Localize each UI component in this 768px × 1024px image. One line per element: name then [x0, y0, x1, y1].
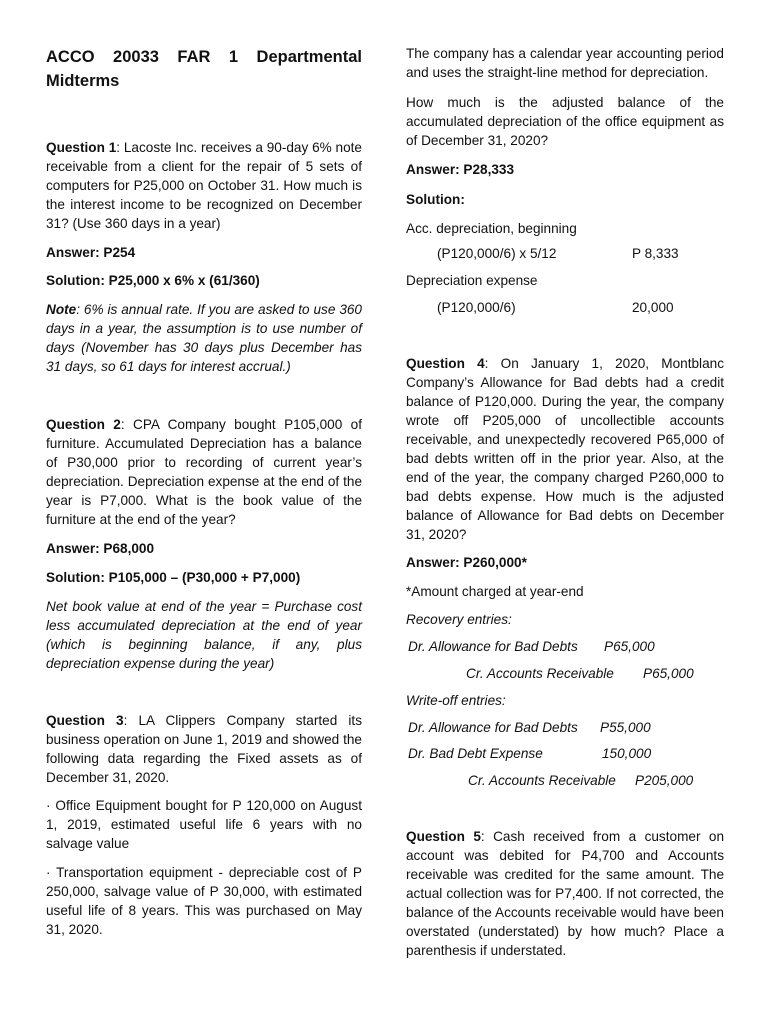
question-4-footnote: *Amount charged at year-end	[406, 584, 584, 599]
question-2-text: Question 2: CPA Company bought P105,000 of furniture. Accumulated Depreciation has a balance of P30,000 prior to recording of current year’s depreciation. Depreciation expense at the end of the year is P7,000. What is the book value of the furniture at the end of the year?	[46, 417, 363, 527]
writeoff-debit-expense-account: Dr. Bad Debt Expense	[408, 746, 543, 761]
question-3-bullet-2: · Transportation equipment - depreciable cost of P 250,000, salvage value of P 30,000, with estimated useful life of 8 years. This was purchased on May 31, 2020.	[46, 865, 362, 937]
question-1-solution: Solution: P25,000 x 6% x (61/360)	[46, 273, 260, 288]
writeoff-debit-allowance-amount: P55,000	[600, 720, 651, 735]
note-label: Note	[46, 302, 77, 317]
solution-line-2-calc: (P120,000/6)	[437, 300, 516, 315]
writeoff-debit-allowance-account: Dr. Allowance for Bad Debts	[408, 720, 578, 735]
question-4-text: Question 4: On January 1, 2020, Montblanc Company’s Allowance for Bad debts had a credit balance of P120,000. During the year, the company wrote off P205,000 of uncollectible accounts receivable, and unexpectedly recovered P65,000 of bad debts written off in the prior year. Also, at the end of the year, the company charged P260,000 to bad debts expense. How much is the adjusted balance of Allowance for Bad debts on December 31, 2020?	[406, 356, 724, 542]
title-line-1: ACCO 20033 FAR 1 Departmental	[46, 48, 362, 66]
solution-line-1-calc: (P120,000/6) x 5/12	[437, 246, 557, 261]
solution-line-2-label: Depreciation expense	[406, 273, 538, 288]
recovery-debit-account: Dr. Allowance for Bad Debts	[408, 639, 578, 654]
solution-line-2-amount: 20,000	[632, 300, 674, 315]
writeoff-debit-expense-amount: 150,000	[602, 746, 652, 761]
question-5-text: Question 5: Cash received from a customer on account was debited for P4,700 and Accounts receivable was credited for the same amount. The actual collection was for P7,400. If not corrected, the balance of the Accounts receivable would have been overstated (understated) by how much? Place a parenthesis if understated.	[406, 829, 725, 958]
question-4-label: Question 4	[406, 356, 485, 371]
question-2-answer: Answer: P68,000	[46, 541, 155, 556]
question-1-label: Question 1	[46, 140, 117, 155]
question-3-bullet-1: · Office Equipment bought for P 120,000 on August 1, 2019, estimated useful life 6 years with no salvage value	[46, 798, 362, 851]
question-1-note: Note: 6% is annual rate. If you are asked to use 360 days in a year, the assumption is to use number of days (November has 30 days plus December has 31 days, so 61 days for interest accrual.)	[46, 302, 362, 374]
question-3-text: Question 3: LA Clippers Company started its business operation on June 1, 2019 and showed the following data regarding the Fixed assets as of December 31, 2020.	[46, 713, 363, 785]
question-5-label: Question 5	[406, 829, 481, 844]
question-4-answer: Answer: P260,000*	[406, 555, 527, 570]
question-3-answer: Answer: P28,333	[406, 162, 515, 177]
recovery-credit-amount: P65,000	[643, 666, 694, 681]
question-2-solution: Solution: P105,000 – (P30,000 + P7,000)	[46, 570, 301, 585]
question-2-label: Question 2	[46, 417, 121, 432]
question-2-explanation: Net book value at end of the year = Purchase cost less accumulated depreciation at the end of year (which is beginning balance, if any, plus depreciation expense during the year)	[46, 599, 362, 671]
question-1-text: Question 1: Lacoste Inc. receives a 90-day 6% note receivable from a client for the repair of 5 sets of computers for P25,000 on October 31. How much is the interest income to be recognized on December 31? (Use 360 days in a year)	[46, 140, 362, 231]
recovery-credit-account: Cr. Accounts Receivable	[466, 666, 614, 681]
writeoff-credit-amount: P205,000	[635, 773, 694, 788]
question-1-answer: Answer: P254	[46, 245, 136, 260]
question-3-solution-label: Solution:	[406, 192, 465, 207]
writeoff-credit-account: Cr. Accounts Receivable	[468, 773, 616, 788]
title-line-2: Midterms	[46, 72, 120, 90]
recovery-entries-label: Recovery entries:	[406, 612, 512, 627]
write-off-entries-label: Write-off entries:	[406, 693, 506, 708]
question-3-label: Question 3	[46, 713, 124, 728]
question-3-continued-2: How much is the adjusted balance of the accumulated depreciation of the office equipment as of December 31, 2020?	[406, 95, 724, 148]
solution-line-1-label: Acc. depreciation, beginning	[406, 221, 577, 236]
solution-line-1-amount: P 8,333	[632, 246, 679, 261]
recovery-debit-amount: P65,000	[604, 639, 655, 654]
question-3-continued-1: The company has a calendar year accounting period and uses the straight-line method for depreciation.	[406, 46, 724, 80]
document-title	[46, 45, 362, 93]
